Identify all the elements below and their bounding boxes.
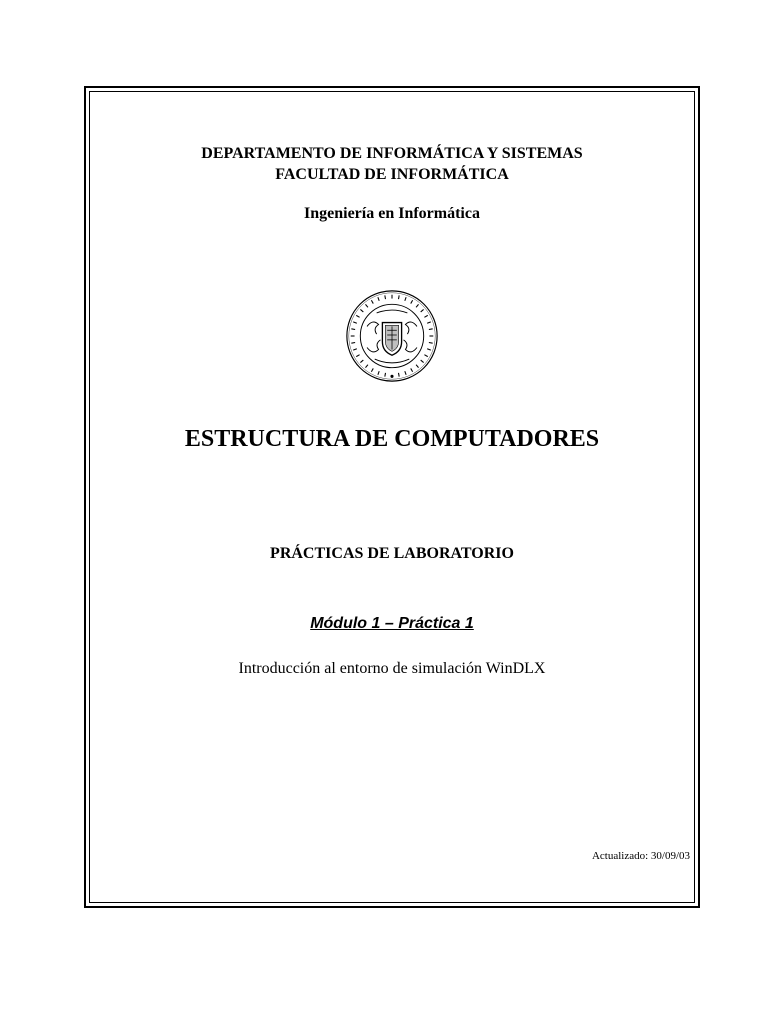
degree-name: Ingeniería en Informática [304,205,480,222]
faculty-name: FACULTAD DE INFORMÁTICA [275,166,509,183]
university-seal-icon [344,288,440,384]
lab-heading: PRÁCTICAS DE LABORATORIO [270,545,514,562]
practice-subtitle: Introducción al entorno de simulación WinDLX [238,660,546,677]
module-title: Módulo 1 – Práctica 1 [310,615,474,632]
department-name: DEPARTAMENTO DE INFORMÁTICA Y SISTEMAS [201,145,583,162]
course-title: ESTRUCTURA DE COMPUTADORES [184,426,600,452]
cover-frame [84,86,700,908]
updated-date: Actualizado: 30/09/03 [591,850,690,862]
